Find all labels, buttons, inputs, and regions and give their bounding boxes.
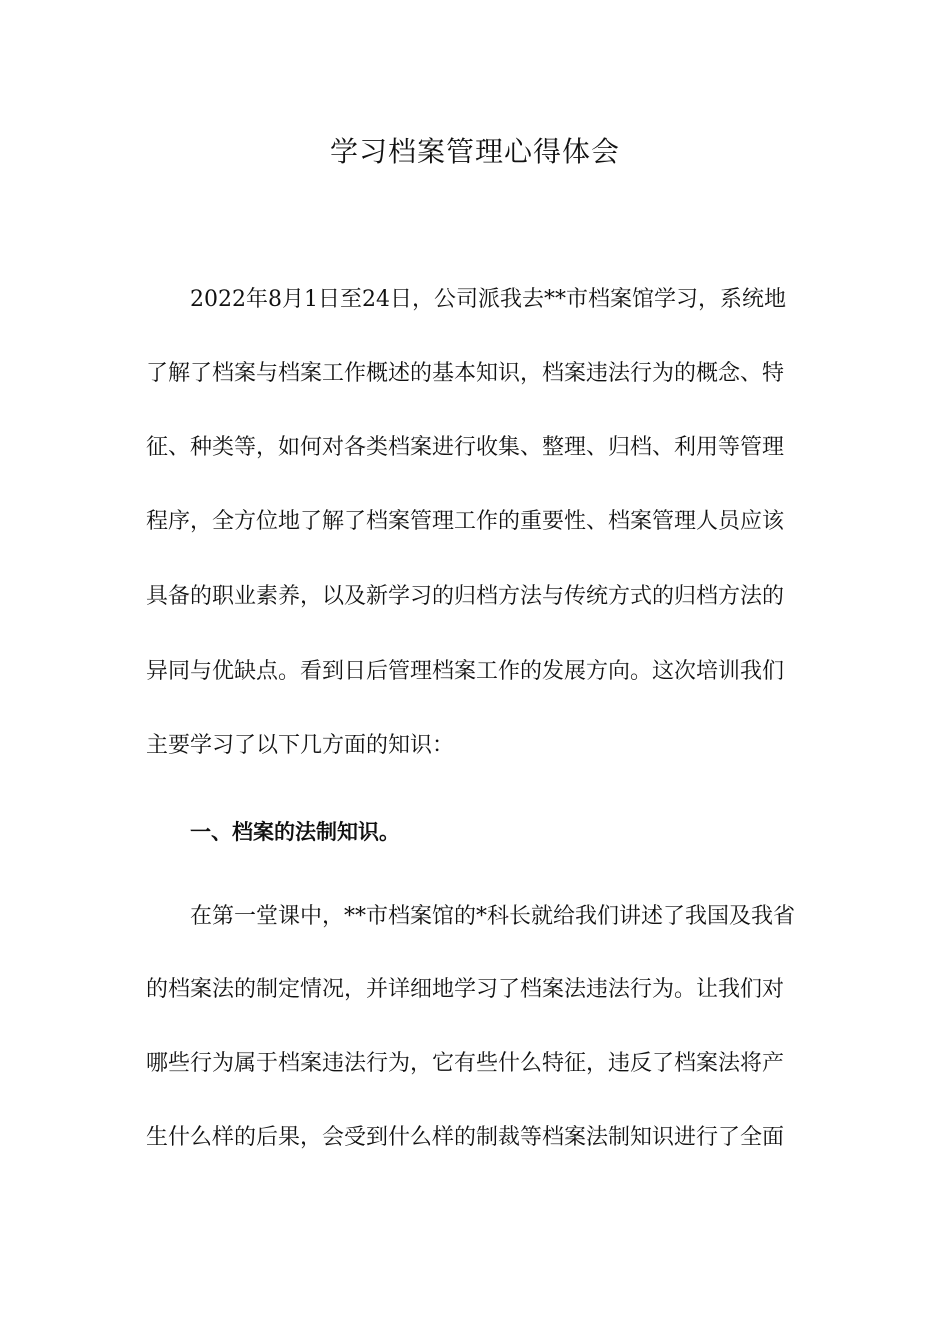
- paragraph-line: 主要学习了以下几方面的知识：: [146, 733, 455, 758]
- paragraph-line: 在第一堂课中，**市档案馆的*科长就给我们讲述了我国及我省: [190, 904, 796, 929]
- paragraph-line: 具备的职业素养，以及新学习的归档方法与传统方式的归档方法的: [146, 584, 785, 609]
- paragraph-line: 程序，全方位地了解了档案管理工作的重要性、档案管理人员应该: [146, 509, 785, 534]
- paragraph-line: 了解了档案与档案工作概述的基本知识，档案违法行为的概念、特: [146, 361, 785, 386]
- paragraph-line: 2022年8月1日至24日，公司派我去**市档案馆学习，系统地: [190, 287, 786, 312]
- section-heading: 一、档案的法制知识。: [190, 820, 400, 844]
- paragraph-line: 的档案法的制定情况，并详细地学习了档案法违法行为。让我们对: [146, 977, 785, 1002]
- paragraph-line: 征、种类等，如何对各类档案进行收集、整理、归档、利用等管理: [146, 435, 785, 460]
- document-title: 学习档案管理心得体会: [329, 135, 620, 168]
- paragraph-line: 哪些行为属于档案违法行为，它有些什么特征，违反了档案法将产: [146, 1051, 785, 1076]
- paragraph-line: 异同与优缺点。看到日后管理档案工作的发展方向。这次培训我们: [146, 659, 785, 684]
- paragraph-line: 生什么样的后果，会受到什么样的制裁等档案法制知识进行了全面: [146, 1125, 785, 1150]
